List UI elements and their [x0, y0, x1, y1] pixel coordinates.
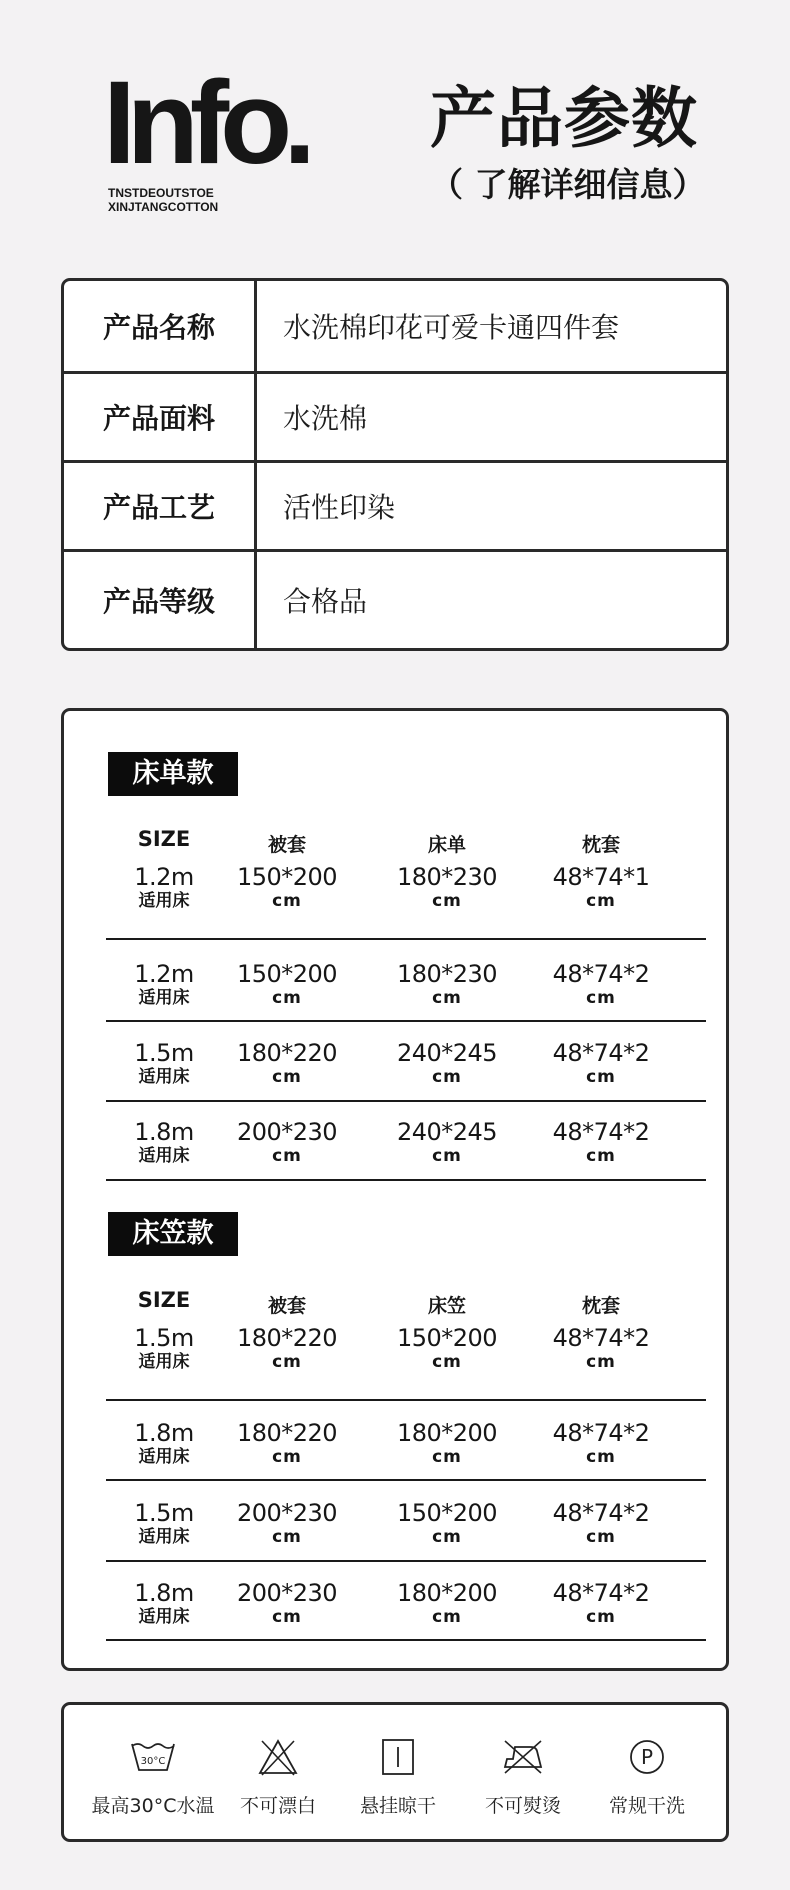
- unit-label: cm: [432, 1607, 462, 1627]
- size-value: 1.5m: [134, 1324, 194, 1352]
- bed-label: 适用床: [138, 1146, 190, 1166]
- header-pillow: 枕套: [581, 834, 620, 856]
- size-value: 1.8m: [134, 1579, 194, 1607]
- wash-temp-text: 30°C: [140, 1756, 166, 1767]
- care-item-wash: [88, 1705, 218, 1839]
- care-label: 常规干洗: [608, 1795, 685, 1817]
- logo-wordmark: Info.: [103, 57, 308, 189]
- section-tag-fitted: 床笠款: [108, 1212, 238, 1256]
- unit-label: cm: [272, 1352, 302, 1372]
- no-bleach-icon: [254, 1737, 302, 1777]
- size-cell: [106, 960, 222, 1008]
- info-row-fabric: [64, 374, 726, 463]
- header-size: SIZE: [137, 1288, 191, 1312]
- duvet-cell: [222, 1499, 352, 1547]
- info-row-process: [64, 463, 726, 552]
- unit-label: cm: [586, 891, 616, 911]
- unit-label: cm: [586, 988, 616, 1008]
- table-row: [106, 940, 706, 1022]
- size-table-panel: [61, 708, 729, 1671]
- info-label: 产品名称: [64, 281, 257, 371]
- fitted-size: 150*200: [396, 1324, 498, 1352]
- size-cell: [106, 1039, 222, 1087]
- pillow-cell: [536, 1324, 666, 1372]
- duvet-size: 150*200: [236, 960, 338, 988]
- unit-label: cm: [272, 1607, 302, 1627]
- fitted-cell: [382, 1324, 512, 1372]
- fitted-size: 180*200: [396, 1579, 498, 1607]
- table-row: [106, 863, 706, 940]
- table-row: [106, 1022, 706, 1102]
- sheet-cell: [382, 1039, 512, 1087]
- size-value: 1.8m: [134, 1118, 194, 1146]
- size-value: 1.5m: [134, 1039, 194, 1067]
- info-value: 水洗棉印花可爱卡通四件套: [283, 311, 620, 344]
- duvet-cell: [222, 1039, 352, 1087]
- pillow-cell: [536, 1419, 666, 1467]
- duvet-size: 180*220: [236, 1419, 338, 1447]
- page-header: [0, 0, 790, 250]
- unit-label: cm: [586, 1607, 616, 1627]
- table-row: [106, 1401, 706, 1481]
- duvet-cell: [222, 1324, 352, 1372]
- header-sheet: 床单: [427, 834, 466, 856]
- care-item-hang: [333, 1705, 463, 1839]
- header-duvet: 被套: [267, 1295, 306, 1317]
- fitted-size: 180*200: [396, 1419, 498, 1447]
- pillow-cell: [536, 1499, 666, 1547]
- unit-label: cm: [432, 988, 462, 1008]
- pillow-size: 48*74*2: [552, 960, 650, 988]
- unit-label: cm: [272, 1527, 302, 1547]
- pillow-size: 48*74*2: [552, 1039, 650, 1067]
- care-label: 最高30°C水温: [91, 1795, 215, 1817]
- unit-label: cm: [272, 1146, 302, 1166]
- no-iron-icon: [499, 1737, 547, 1777]
- info-label: 产品面料: [64, 374, 257, 460]
- table-row: [106, 1102, 706, 1181]
- care-label: 不可熨烫: [484, 1795, 561, 1817]
- duvet-cell: [222, 1419, 352, 1467]
- duvet-size: 150*200: [236, 863, 338, 891]
- unit-label: cm: [586, 1352, 616, 1372]
- care-label: 不可漂白: [239, 1795, 316, 1817]
- pillow-cell: [536, 960, 666, 1008]
- bed-label: 适用床: [138, 1527, 190, 1547]
- bed-label: 适用床: [138, 1447, 190, 1467]
- table-row: [106, 1481, 706, 1562]
- fitted-size: 150*200: [396, 1499, 498, 1527]
- bed-label: 适用床: [138, 988, 190, 1008]
- duvet-size: 200*230: [236, 1579, 338, 1607]
- unit-label: cm: [432, 1067, 462, 1087]
- unit-label: cm: [432, 891, 462, 911]
- size-value: 1.8m: [134, 1419, 194, 1447]
- pillow-size: 48*74*2: [552, 1324, 650, 1352]
- unit-label: cm: [586, 1067, 616, 1087]
- size-cell: [106, 1324, 222, 1372]
- unit-label: cm: [586, 1527, 616, 1547]
- table-header: [106, 827, 706, 857]
- duvet-size: 200*230: [236, 1499, 338, 1527]
- pillow-cell: [536, 1039, 666, 1087]
- pillow-cell: [536, 1579, 666, 1627]
- size-cell: [106, 1579, 222, 1627]
- info-row-grade: [64, 552, 726, 648]
- unit-label: cm: [586, 1447, 616, 1467]
- care-label: 悬挂晾干: [359, 1795, 436, 1817]
- size-value: 1.5m: [134, 1499, 194, 1527]
- sheet-size: 240*245: [396, 1118, 498, 1146]
- fitted-cell: [382, 1419, 512, 1467]
- unit-label: cm: [586, 1146, 616, 1166]
- duvet-size: 180*220: [236, 1324, 338, 1352]
- pillow-size: 48*74*1: [552, 863, 650, 891]
- header-fitted: 床笠: [427, 1295, 466, 1317]
- header-pillow: 枕套: [581, 1295, 620, 1317]
- sheet-cell: [382, 960, 512, 1008]
- duvet-cell: [222, 960, 352, 1008]
- table-header: [106, 1288, 706, 1318]
- care-item-iron: [458, 1705, 588, 1839]
- size-value: 1.2m: [134, 960, 194, 988]
- unit-label: cm: [272, 1067, 302, 1087]
- fitted-cell: [382, 1579, 512, 1627]
- table-row: [106, 1562, 706, 1641]
- care-instructions: [61, 1702, 729, 1842]
- header-duvet: 被套: [267, 834, 306, 856]
- sheet-cell: [382, 863, 512, 911]
- logo-subtext-line2: XINJTANGCOTTON: [108, 200, 219, 214]
- pillow-cell: [536, 863, 666, 911]
- info-label: 产品等级: [64, 552, 257, 648]
- pillow-size: 48*74*2: [552, 1579, 650, 1607]
- unit-label: cm: [272, 891, 302, 911]
- logo-subtext: [108, 186, 218, 214]
- duvet-size: 200*230: [236, 1118, 338, 1146]
- pillow-size: 48*74*2: [552, 1499, 650, 1527]
- unit-label: cm: [272, 988, 302, 1008]
- page-subtitle: （ 了解详细信息）: [430, 165, 706, 204]
- duvet-cell: [222, 863, 352, 911]
- size-cell: [106, 863, 222, 911]
- size-cell: [106, 1499, 222, 1547]
- pillow-size: 48*74*2: [552, 1419, 650, 1447]
- bed-label: 适用床: [138, 1352, 190, 1372]
- sheet-size: 180*230: [396, 863, 498, 891]
- pillow-size: 48*74*2: [552, 1118, 650, 1146]
- duvet-size: 180*220: [236, 1039, 338, 1067]
- size-cell: [106, 1419, 222, 1467]
- info-row-name: [64, 281, 726, 374]
- header-size: SIZE: [137, 827, 191, 851]
- unit-label: cm: [432, 1527, 462, 1547]
- dry-clean-p-icon: [623, 1737, 671, 1777]
- info-value: 活性印染: [283, 491, 396, 524]
- section-tag-sheet: 床单款: [108, 752, 238, 796]
- size-cell: [106, 1118, 222, 1166]
- unit-label: cm: [272, 1447, 302, 1467]
- duvet-cell: [222, 1579, 352, 1627]
- wash-30-icon: [129, 1737, 177, 1777]
- logo-subtext-line1: TNSTDEOUTSTOE: [108, 186, 214, 200]
- unit-label: cm: [432, 1447, 462, 1467]
- page-title: 产品参数: [430, 80, 698, 157]
- dryclean-letter: P: [640, 1745, 654, 1769]
- duvet-cell: [222, 1118, 352, 1166]
- table-row: [106, 1324, 706, 1401]
- bed-label: 适用床: [138, 1607, 190, 1627]
- hang-dry-icon: [374, 1737, 422, 1777]
- bed-label: 适用床: [138, 1067, 190, 1087]
- info-label: 产品工艺: [64, 463, 257, 549]
- care-item-dryclean: [582, 1705, 712, 1839]
- bed-label: 适用床: [138, 891, 190, 911]
- info-value: 合格品: [283, 585, 368, 618]
- sheet-cell: [382, 1118, 512, 1166]
- unit-label: cm: [432, 1352, 462, 1372]
- sheet-size: 240*245: [396, 1039, 498, 1067]
- info-value: 水洗棉: [283, 402, 368, 435]
- fitted-cell: [382, 1499, 512, 1547]
- unit-label: cm: [432, 1146, 462, 1166]
- product-info-table: [61, 278, 729, 651]
- sheet-size: 180*230: [396, 960, 498, 988]
- care-item-bleach: [213, 1705, 343, 1839]
- size-value: 1.2m: [134, 863, 194, 891]
- pillow-cell: [536, 1118, 666, 1166]
